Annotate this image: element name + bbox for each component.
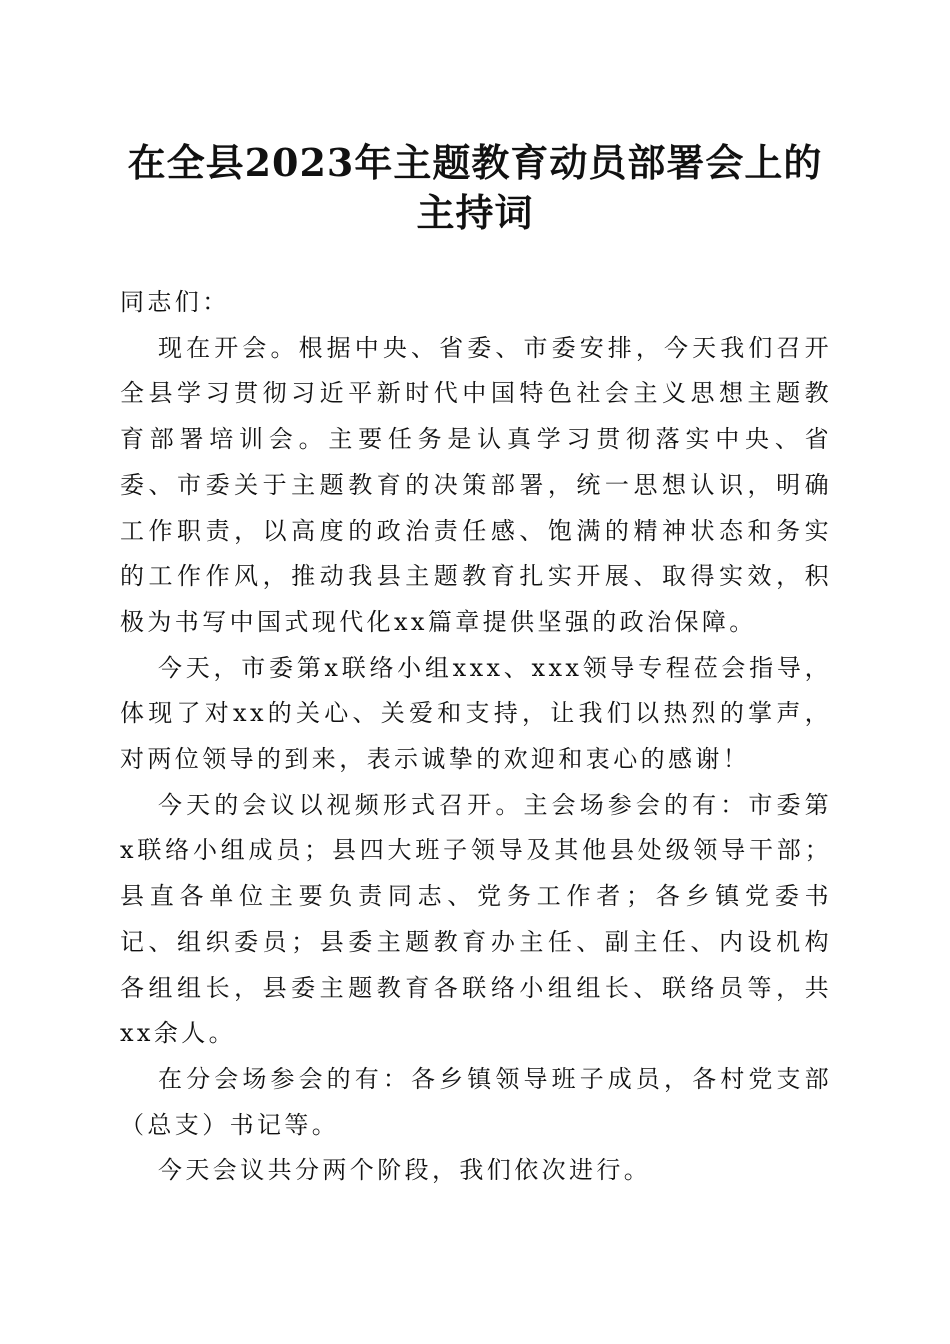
document-title: 在全县2023年主题教育动员部署会上的主持词: [127, 140, 823, 235]
paragraph-4: 在分会场参会的有：各乡镇领导班子成员，各村党支部（总支）书记等。: [120, 1064, 832, 1139]
salutation: 同志们：: [120, 288, 230, 316]
document-body: [120, 280, 832, 1194]
paragraph-3: 今天的会议以视频形式召开。主会场参会的有：市委第x联络小组成员；县四大班子领导及其他县处级领导干部；县直各单位主要负责同志、党务工作者；各乡镇党委书记、组织委员；县委主题教育办主任、副主任、内设机构各组组长，县委主题教育各联络小组组长、联络员等，共xx余人。: [120, 790, 832, 1048]
paragraph-5: 今天会议共分两个阶段，我们依次进行。: [158, 1156, 652, 1185]
paragraph-2: 今天，市委第x联络小组xxx、xxx领导专程莅会指导，体现了对xx的关心、关爱和支持，让我们以热烈的掌声，对两位领导的到来，表示诚挚的欢迎和衷心的感谢！: [120, 653, 832, 774]
paragraph-1: 现在开会。根据中央、省委、市委安排，今天我们召开全县学习贯彻习近平新时代中国特色社会主义思想主题教育部署培训会。主要任务是认真学习贯彻落实中央、省委、市委关于主题教育的决策部署，统一思想认识，明确工作职责，以高度的政治责任感、饱满的精神状态和务实的工作作风，推动我县主题教育扎实开展、取得实效，积极为书写中国式现代化xx篇章提供坚强的政治保障。: [120, 333, 832, 636]
